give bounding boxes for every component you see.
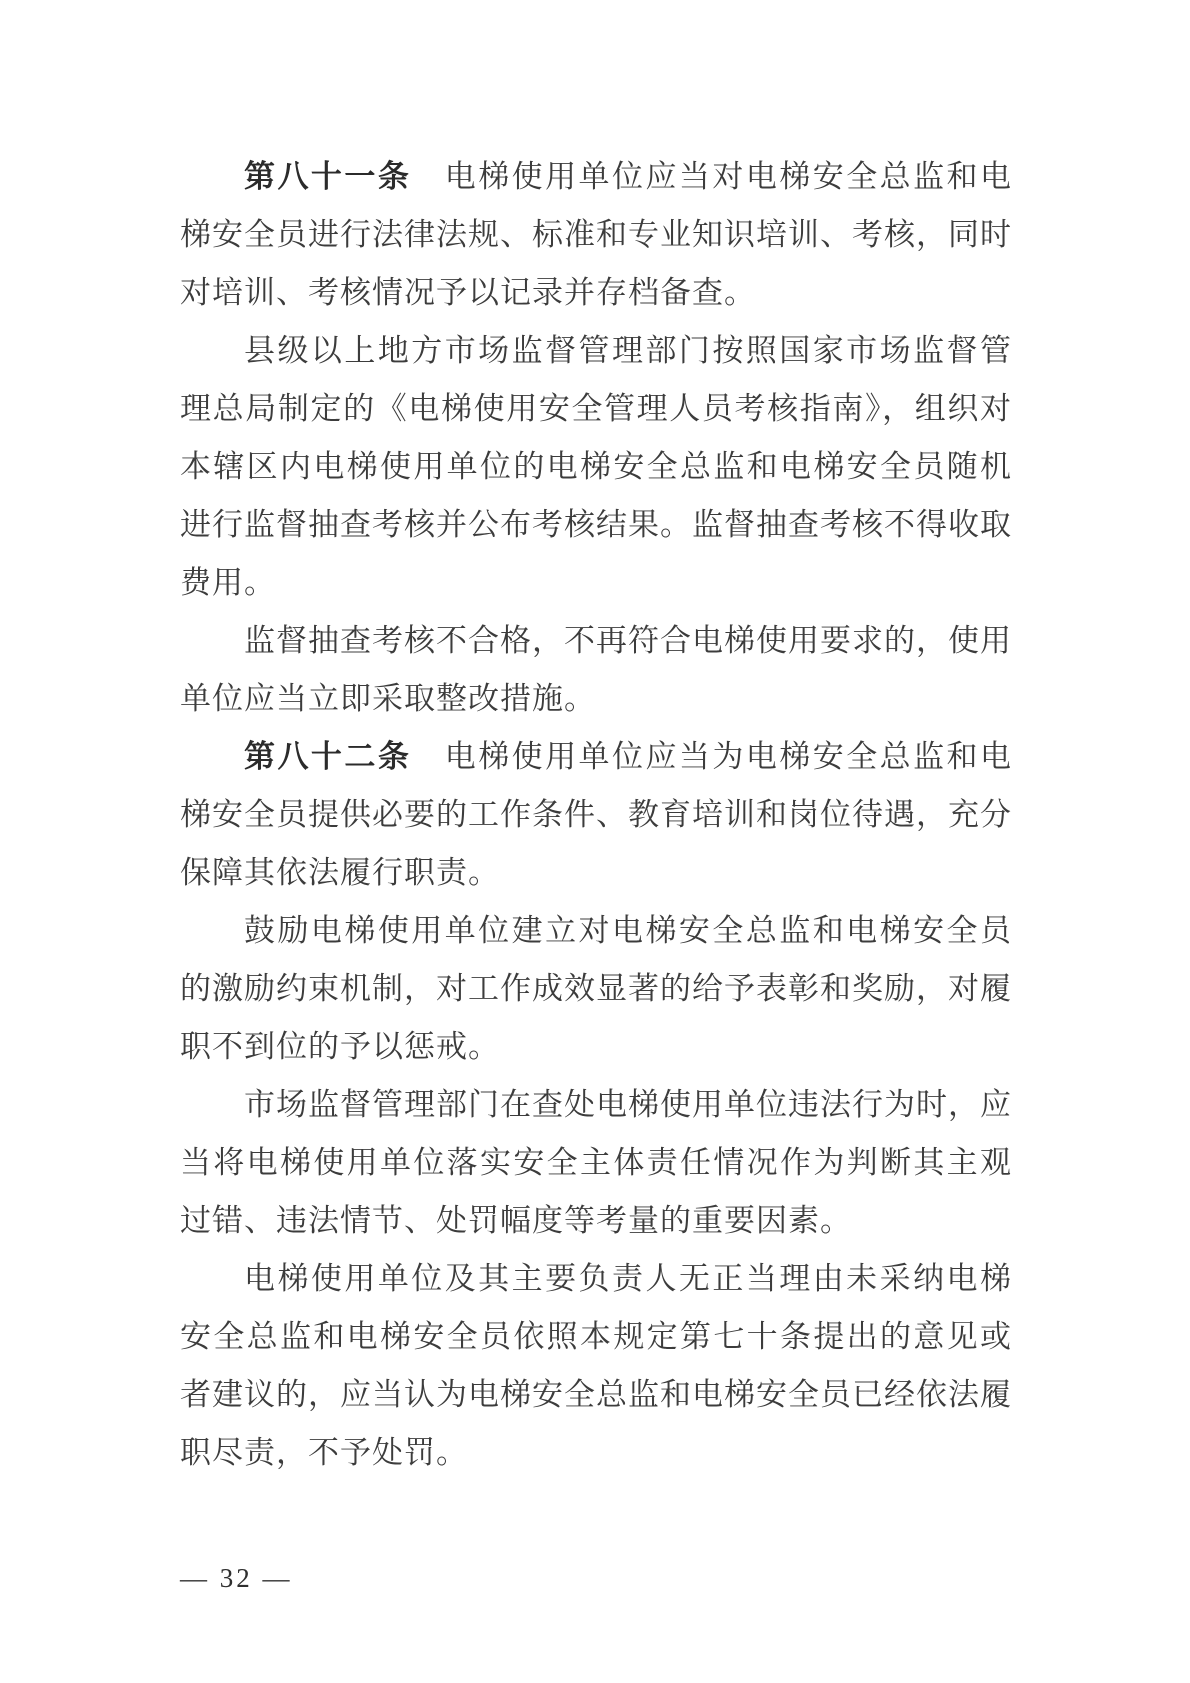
text-line	[180, 786, 1012, 844]
text-run: 过错、违法情节、处罚幅度等考量的重要因素。	[180, 1203, 852, 1238]
text-line	[180, 1192, 1012, 1250]
text-line	[180, 844, 1012, 902]
text-run: 者建议的，应当认为电梯安全总监和电梯安全员已经依法履	[180, 1377, 1012, 1412]
text-line	[180, 1308, 1012, 1366]
text-line	[180, 322, 1012, 380]
text-line	[180, 960, 1012, 1018]
text-run: 电梯使用单位应当对电梯安全总监和电	[411, 159, 1013, 194]
text-run: 进行监督抽查考核并公布考核结果。监督抽查考核不得收取	[180, 507, 1012, 542]
text-line	[180, 206, 1012, 264]
text-run: 县级以上地方市场监督管理部门按照国家市场监督管	[244, 333, 1012, 368]
text-line	[180, 1424, 1012, 1482]
text-line	[180, 380, 1012, 438]
text-line	[180, 438, 1012, 496]
text-run: 监督抽查考核不合格，不再符合电梯使用要求的，使用	[244, 623, 1012, 658]
text-run: 电梯使用单位及其主要负责人无正当理由未采纳电梯	[244, 1261, 1012, 1296]
text-line	[180, 496, 1012, 554]
text-run: 职不到位的予以惩戒。	[180, 1029, 500, 1064]
text-run: 职尽责，不予处罚。	[180, 1435, 468, 1470]
text-run: 的激励约束机制，对工作成效显著的给予表彰和奖励，对履	[180, 971, 1012, 1006]
text-run: 梯安全员提供必要的工作条件、教育培训和岗位待遇，充分	[180, 797, 1012, 832]
text-line	[180, 1134, 1012, 1192]
text-line	[180, 670, 1012, 728]
text-run: 对培训、考核情况予以记录并存档备查。	[180, 275, 756, 310]
text-line	[180, 1366, 1012, 1424]
document-body	[180, 148, 1012, 1482]
text-run: 保障其依法履行职责。	[180, 855, 500, 890]
text-line	[180, 148, 1012, 206]
text-run: 鼓励电梯使用单位建立对电梯安全总监和电梯安全员	[244, 913, 1012, 948]
text-run: 市场监督管理部门在查处电梯使用单位违法行为时，应	[244, 1087, 1012, 1122]
text-run: 安全总监和电梯安全员依照本规定第七十条提出的意见或	[180, 1319, 1012, 1354]
text-line	[180, 612, 1012, 670]
text-line	[180, 1018, 1012, 1076]
text-run: 梯安全员进行法律法规、标准和专业知识培训、考核，同时	[180, 217, 1012, 252]
article-number: 第八十二条	[244, 739, 412, 774]
text-run: 当将电梯使用单位落实安全主体责任情况作为判断其主观	[180, 1145, 1012, 1180]
text-run: 理总局制定的《电梯使用安全管理人员考核指南》，组织对	[180, 391, 1012, 426]
text-line	[180, 1250, 1012, 1308]
article-number: 第八十一条	[244, 159, 412, 194]
text-line	[180, 1076, 1012, 1134]
text-line	[180, 264, 1012, 322]
text-run: 本辖区内电梯使用单位的电梯安全总监和电梯安全员随机	[180, 449, 1012, 484]
text-line	[180, 554, 1012, 612]
text-line	[180, 728, 1012, 786]
text-run: 单位应当立即采取整改措施。	[180, 681, 596, 716]
text-run: 费用。	[180, 565, 276, 600]
text-run: 电梯使用单位应当为电梯安全总监和电	[411, 739, 1013, 774]
text-line	[180, 902, 1012, 960]
page-footer	[180, 1558, 293, 1598]
page-number: — 32 —	[180, 1563, 293, 1593]
